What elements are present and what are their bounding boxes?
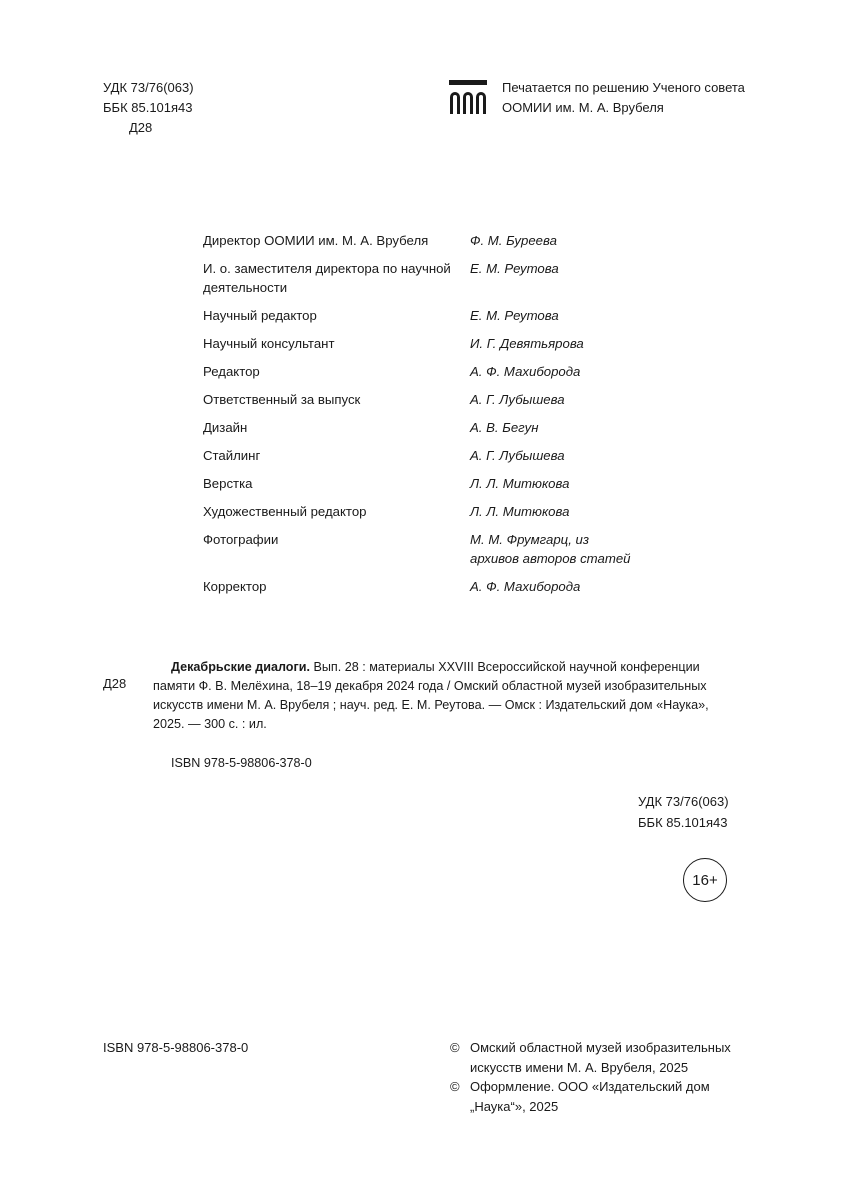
bbk-code: ББК 85.101я43 <box>638 815 728 830</box>
print-note-line: Печатается по решению Ученого совета <box>502 80 745 95</box>
credit-role: Дизайн <box>203 420 248 435</box>
author-mark: Д28 <box>129 120 153 135</box>
credit-row <box>203 530 663 568</box>
description-isbn: ISBN 978-5-98806-378-0 <box>171 756 312 770</box>
copyright-item <box>450 1077 750 1116</box>
credit-role: Научный консультант <box>203 336 335 351</box>
credit-row <box>203 306 663 325</box>
credit-role: Верстка <box>203 476 253 491</box>
copyright-text: Оформление. ООО «Издательский дом „Наука“», 2025 <box>470 1079 710 1114</box>
credit-row <box>203 418 663 437</box>
credit-name: Е. М. Реутова <box>470 261 559 276</box>
credit-role: Ответственный за выпуск <box>203 392 361 407</box>
credit-name: А. Г. Лубышева <box>470 392 565 407</box>
museum-logo-icon <box>449 80 487 114</box>
credit-name: А. Ф. Махиборода <box>470 364 581 379</box>
age-rating-badge: 16+ <box>683 858 727 902</box>
credit-name: А. В. Бегун <box>470 420 539 435</box>
copyright-item <box>450 1038 750 1077</box>
udk-code: УДК 73/76(063) <box>103 80 194 95</box>
credit-name: Л. Л. Митюкова <box>470 504 570 519</box>
credit-role: Стайлинг <box>203 448 261 463</box>
credit-role: Корректор <box>203 579 267 594</box>
credit-role: Директор ООМИИ им. М. А. Врубеля <box>203 233 429 248</box>
credits-list <box>203 231 663 605</box>
credit-role: Фотографии <box>203 532 279 547</box>
bbk-code: ББК 85.101я43 <box>103 100 193 115</box>
credit-name: Е. М. Реутова <box>470 308 559 323</box>
credit-row <box>203 362 663 381</box>
credit-row <box>203 334 663 353</box>
credit-name: Л. Л. Митюкова <box>470 476 570 491</box>
copyright-block <box>450 1038 750 1116</box>
copyright-icon: © <box>450 1040 460 1055</box>
credit-name: А. Г. Лубышева <box>470 448 565 463</box>
copyright-text: Омский областной музей изобразительных искусств имени М. А. Врубеля, 2025 <box>470 1040 731 1075</box>
credit-name: М. М. Фрумгарц, из архивов авторов статей <box>470 532 631 566</box>
description-text: Вып. 28 : материалы XXVIII Всероссийской научной конференции памяти Ф. В. Мелёхина, 18–19 декабря 2024 года / Омский областной музей изобразительных искусств имени М. А. Врубеля ; науч. ред. Е. М. Реутова. — Омск : Издательский дом «Наука», 2025. — 300 с. : ил. <box>153 660 709 731</box>
credit-name: Ф. М. Буреева <box>470 233 557 248</box>
print-note <box>502 78 745 118</box>
print-note-line: ООМИИ им. М. А. Врубеля <box>502 100 664 115</box>
credit-row <box>203 390 663 409</box>
credit-role: И. о. заместителя директора по научной деятельности <box>203 261 451 295</box>
credit-row <box>203 474 663 493</box>
bibliographic-description <box>153 658 733 734</box>
description-code: Д28 <box>103 676 127 691</box>
credit-role: Художественный редактор <box>203 504 367 519</box>
credit-role: Редактор <box>203 364 260 379</box>
udk-code: УДК 73/76(063) <box>638 794 729 809</box>
credit-row <box>203 231 663 250</box>
credit-role: Научный редактор <box>203 308 317 323</box>
description-title: Декабрьские диалоги. <box>171 660 310 674</box>
credit-name: А. Ф. Махиборода <box>470 579 581 594</box>
credit-name: И. Г. Девятьярова <box>470 336 584 351</box>
footer-isbn: ISBN 978-5-98806-378-0 <box>103 1040 249 1055</box>
credit-row <box>203 577 663 596</box>
copyright-icon: © <box>450 1079 460 1094</box>
classification-codes <box>638 791 729 833</box>
credit-row <box>203 502 663 521</box>
credit-row <box>203 446 663 465</box>
credit-row <box>203 259 663 297</box>
